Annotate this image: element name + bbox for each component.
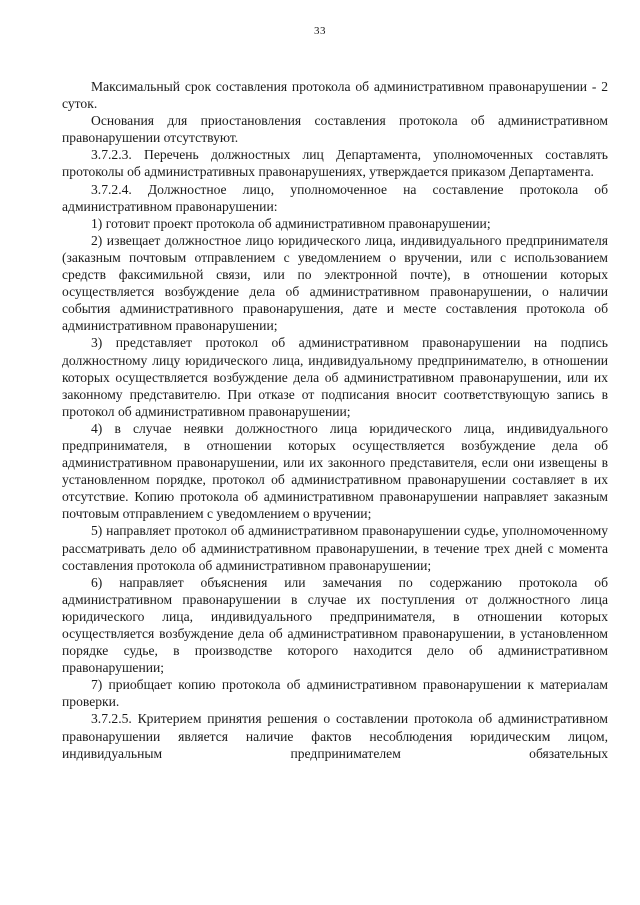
page-number: 33	[314, 25, 326, 37]
document-body	[62, 78, 608, 762]
list-item-1: 1) готовит проект протокола об административном правонарушении;	[91, 215, 491, 231]
paragraph-3-7-2-5: 3.7.2.5. Критерием принятия решения о составлении протокола об административном правонарушении является наличие фактов несоблюдения юридическим лицом, индивидуальным предпринимателем обязательных	[62, 711, 608, 761]
list-item-4: 4) в случае неявки должностного лица юридического лица, индивидуального предпринимателя, в отношении которых осуществляется возбуждение дела об административном правонарушении, или их законного представителя, если они извещены в установленном порядке, протокол об административном правонарушении составляет в их отсутствие. Копию протокола об административном правонарушении направляет заказным почтовым отправлением с уведомлением о вручении;	[62, 420, 608, 522]
paragraph-3-7-2-3: 3.7.2.3. Перечень должностных лиц Департамента, уполномоченных составлять протоколы об административных правонарушениях, утверждается приказом Департамента.	[62, 147, 608, 180]
paragraph-max-term: Максимальный срок составления протокола об административном правонарушении - 2 суток.	[62, 79, 608, 112]
paragraph-suspension-grounds: Основания для приостановления составления протокола об административном правонарушении отсутствуют.	[62, 113, 608, 146]
list-item-5: 5) направляет протокол об административном правонарушении судье, уполномоченному рассматривать дело об административном правонарушении, в течение трех дней с момента составления протокола об административном правонарушении;	[62, 523, 608, 573]
list-item-6: 6) направляет объяснения или замечания по содержанию протокола об административном правонарушении в случае их поступления от должностного лица юридического лица, индивидуального предпринимателя, в отношении которых осуществляется возбуждение дела об административном правонарушении, в установленном порядке судье, в производстве которого находится дело об административном правонарушении;	[62, 574, 608, 676]
list-item-3: 3) представляет протокол об административном правонарушении на подпись должностному лицу юридического лица, индивидуальному предпринимателю, в отношении которых осуществляется возбуждение дела об административном правонарушении, или их законному представителю. При отказе от подписания вносит соответствующую запись в протокол об административном правонарушении;	[62, 335, 608, 419]
list-item-7: 7) приобщает копию протокола об административном правонарушении к материалам проверки.	[62, 677, 608, 710]
paragraph-3-7-2-4: 3.7.2.4. Должностное лицо, уполномоченное на составление протокола об административном правонарушении:	[62, 181, 608, 214]
list-item-2: 2) извещает должностное лицо юридического лица, индивидуального предпринимателя (заказным почтовым отправлением с уведомлением о вручении, или с использованием средств факсимильной связи, или по электронной почте), в отношении которых осуществляется возбуждение дела об административном правонарушении, о наличии события административного правонарушения, дате и месте составления протокола об административном правонарушении;	[62, 232, 608, 334]
